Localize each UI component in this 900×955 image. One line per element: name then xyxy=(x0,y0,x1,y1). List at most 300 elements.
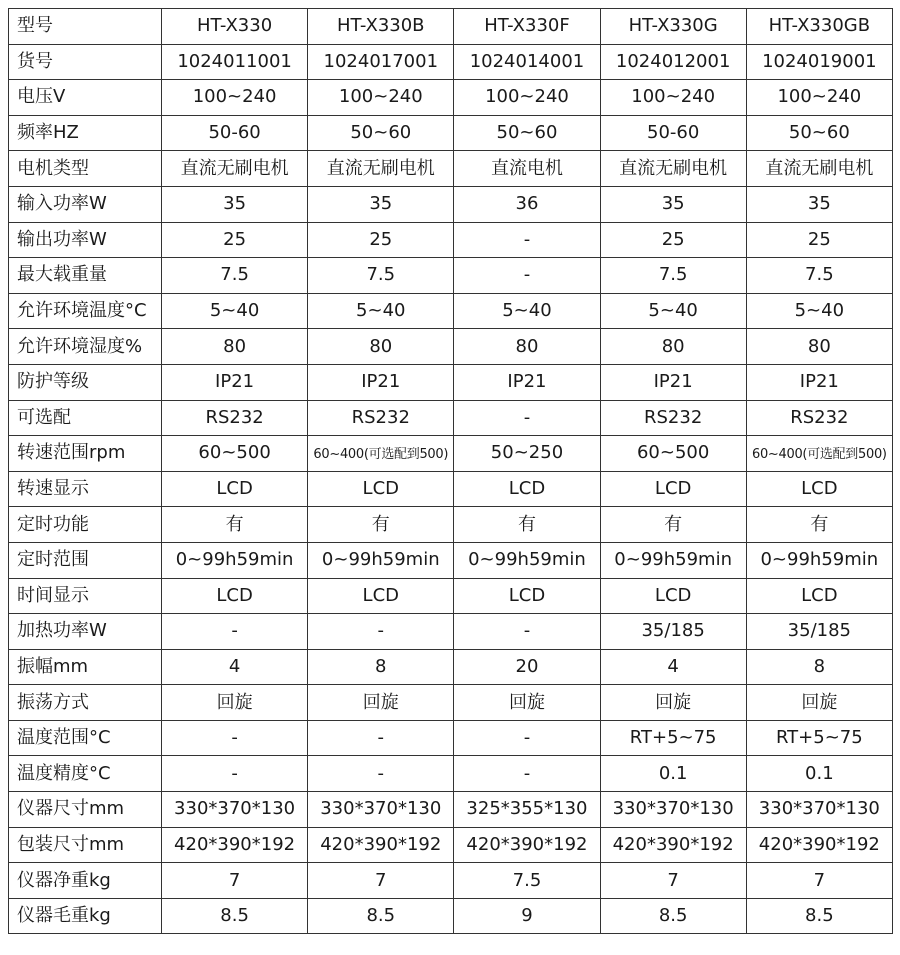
table-cell xyxy=(600,578,746,614)
table-cell xyxy=(308,329,454,365)
table-cell xyxy=(162,151,308,187)
row-label: 定时功能 xyxy=(9,507,162,543)
table-cell xyxy=(746,827,892,863)
cell-value: 35 xyxy=(661,193,685,215)
table-cell xyxy=(746,400,892,436)
table-cell xyxy=(162,186,308,222)
row-label: 时间显示 xyxy=(9,578,162,614)
spec-table-body xyxy=(9,9,893,934)
table-cell xyxy=(454,400,600,436)
table-cell xyxy=(162,436,308,472)
table-cell xyxy=(162,44,308,80)
cell-value: 7 xyxy=(375,869,387,891)
cell-value: 420*390*192 xyxy=(174,833,296,855)
table-cell xyxy=(308,364,454,400)
table-cell xyxy=(600,436,746,472)
cell-value: 420*390*192 xyxy=(758,833,880,855)
cell-value: 1024019001 xyxy=(762,50,877,72)
cell-value: RS232 xyxy=(351,406,410,428)
cell-value: 100~240 xyxy=(777,86,862,108)
table-cell xyxy=(162,578,308,614)
table-cell xyxy=(454,364,600,400)
cell-value: 0~99h59min xyxy=(175,549,294,571)
table-cell xyxy=(454,898,600,934)
cell-value: IP21 xyxy=(507,371,547,393)
table-cell xyxy=(600,792,746,828)
cell-value: 420*390*192 xyxy=(612,833,734,855)
table-cell xyxy=(746,792,892,828)
table-cell xyxy=(746,863,892,899)
table-cell xyxy=(454,293,600,329)
row-label: 防护等级 xyxy=(9,364,162,400)
row-label: 转速范围rpm xyxy=(9,436,162,472)
table-row xyxy=(9,258,893,294)
table-row xyxy=(9,9,893,45)
table-row xyxy=(9,293,893,329)
table-row xyxy=(9,614,893,650)
cell-value: 50~250 xyxy=(490,442,564,464)
table-row xyxy=(9,80,893,116)
table-row xyxy=(9,827,893,863)
table-cell xyxy=(308,44,454,80)
row-label: 允许环境温度°C xyxy=(9,293,162,329)
table-cell xyxy=(308,400,454,436)
table-cell xyxy=(308,507,454,543)
cell-value: - xyxy=(231,727,238,749)
row-label: 可选配 xyxy=(9,400,162,436)
table-cell xyxy=(600,542,746,578)
cell-value: 8 xyxy=(375,655,387,677)
table-cell xyxy=(308,578,454,614)
table-cell xyxy=(746,542,892,578)
cell-value: 50-60 xyxy=(647,122,700,144)
cell-value: 7.5 xyxy=(658,264,688,286)
table-cell xyxy=(600,827,746,863)
table-cell xyxy=(746,578,892,614)
cell-value: 35 xyxy=(369,193,393,215)
cell-value: RS232 xyxy=(644,406,703,428)
cell-value: LCD xyxy=(801,478,838,500)
cell-value: 0~99h59min xyxy=(614,549,732,571)
row-label: 型号 xyxy=(9,9,162,45)
cell-value: 1024012001 xyxy=(615,50,731,72)
cell-value: 25 xyxy=(369,228,393,250)
cell-value: 直流无刷电机 xyxy=(326,157,435,179)
table-cell xyxy=(308,756,454,792)
table-cell xyxy=(600,80,746,116)
cell-value: 50~60 xyxy=(496,122,558,144)
table-cell xyxy=(746,44,892,80)
cell-value: 7 xyxy=(667,869,679,891)
table-cell xyxy=(162,471,308,507)
table-cell xyxy=(454,649,600,685)
table-row xyxy=(9,792,893,828)
cell-value: 80 xyxy=(515,335,539,357)
cell-value: IP21 xyxy=(361,371,401,393)
cell-value: 5~40 xyxy=(648,300,698,322)
table-cell xyxy=(308,151,454,187)
cell-value: 330*370*130 xyxy=(174,798,296,820)
table-cell xyxy=(600,293,746,329)
cell-value: - xyxy=(231,620,238,642)
table-cell xyxy=(454,44,600,80)
cell-value: 25 xyxy=(807,228,831,250)
cell-value: 4 xyxy=(667,655,679,677)
cell-value: 5~40 xyxy=(356,300,406,322)
table-cell xyxy=(308,649,454,685)
cell-value: - xyxy=(523,727,531,749)
cell-value: 420*390*192 xyxy=(320,833,442,855)
table-row xyxy=(9,578,893,614)
cell-value: 回旋 xyxy=(508,691,545,713)
row-label: 包装尺寸mm xyxy=(9,827,162,863)
table-cell xyxy=(454,685,600,721)
table-cell xyxy=(308,898,454,934)
row-label: 定时范围 xyxy=(9,542,162,578)
cell-value: HT-X330G xyxy=(628,15,718,37)
cell-value: 60~400(可选配到500) xyxy=(751,447,887,463)
cell-value: 35/185 xyxy=(787,620,851,642)
table-cell xyxy=(162,756,308,792)
cell-value: 25 xyxy=(661,228,685,250)
row-label: 振幅mm xyxy=(9,649,162,685)
cell-value: HT-X330B xyxy=(337,15,425,37)
table-cell xyxy=(454,827,600,863)
table-cell xyxy=(308,258,454,294)
cell-value: 回旋 xyxy=(362,691,399,713)
table-cell xyxy=(600,756,746,792)
cell-value: 36 xyxy=(515,193,539,215)
cell-value: 0~99h59min xyxy=(321,549,440,571)
table-cell xyxy=(308,293,454,329)
table-cell xyxy=(162,115,308,151)
cell-value: 4 xyxy=(228,655,241,677)
cell-value: 5~40 xyxy=(209,300,260,322)
cell-value: LCD xyxy=(654,584,692,606)
table-row xyxy=(9,649,893,685)
table-cell xyxy=(162,222,308,258)
table-row xyxy=(9,898,893,934)
cell-value: 有 xyxy=(517,513,536,535)
cell-value: 有 xyxy=(810,513,829,535)
cell-value: 80 xyxy=(807,335,831,357)
cell-value: 35/185 xyxy=(641,620,705,642)
table-cell xyxy=(454,542,600,578)
table-row xyxy=(9,685,893,721)
table-cell xyxy=(162,80,308,116)
cell-value: 80 xyxy=(223,335,247,357)
table-row xyxy=(9,400,893,436)
cell-value: - xyxy=(523,620,531,642)
row-label: 输入功率W xyxy=(9,186,162,222)
cell-value: 325*355*130 xyxy=(466,798,588,820)
table-cell xyxy=(454,151,600,187)
table-cell xyxy=(454,471,600,507)
cell-value: - xyxy=(523,264,531,286)
table-cell xyxy=(162,614,308,650)
table-cell xyxy=(454,507,600,543)
table-cell xyxy=(308,471,454,507)
cell-value: 7.5 xyxy=(366,264,396,286)
table-cell xyxy=(308,685,454,721)
table-cell xyxy=(746,115,892,151)
table-row xyxy=(9,720,893,756)
cell-value: 直流无刷电机 xyxy=(765,157,874,179)
cell-value: 330*370*130 xyxy=(320,798,442,820)
row-label: 转速显示 xyxy=(9,471,162,507)
cell-value: 50~60 xyxy=(788,122,850,144)
cell-value: LCD xyxy=(362,584,400,606)
table-cell xyxy=(162,364,308,400)
cell-value: 5~40 xyxy=(794,300,845,322)
cell-value: 回旋 xyxy=(801,691,838,713)
cell-value: 80 xyxy=(661,335,685,357)
cell-value: 有 xyxy=(225,513,244,535)
cell-value: - xyxy=(523,762,531,784)
cell-value: 有 xyxy=(664,513,683,535)
table-row xyxy=(9,222,893,258)
row-label: 振荡方式 xyxy=(9,685,162,721)
table-cell xyxy=(600,258,746,294)
cell-value: 7.5 xyxy=(220,264,249,286)
cell-value: 330*370*130 xyxy=(758,798,880,820)
row-label: 温度范围°C xyxy=(9,720,162,756)
table-cell xyxy=(454,258,600,294)
cell-value: LCD xyxy=(216,478,253,500)
cell-value: LCD xyxy=(801,584,838,606)
cell-value: 7 xyxy=(813,869,826,891)
cell-value: HT-X330GB xyxy=(768,15,871,37)
table-cell xyxy=(746,649,892,685)
table-cell xyxy=(454,436,600,472)
cell-value: 回旋 xyxy=(655,691,692,713)
cell-value: 50~60 xyxy=(350,122,412,144)
row-label: 最大载重量 xyxy=(9,258,162,294)
cell-value: 20 xyxy=(515,655,539,677)
cell-value: 1024014001 xyxy=(469,50,585,72)
table-cell xyxy=(162,329,308,365)
row-label: 允许环境湿度% xyxy=(9,329,162,365)
table-cell xyxy=(600,863,746,899)
table-cell xyxy=(454,329,600,365)
cell-value: 8.5 xyxy=(220,905,249,927)
row-label: 仪器尺寸mm xyxy=(9,792,162,828)
table-cell xyxy=(454,720,600,756)
table-cell xyxy=(308,542,454,578)
cell-value: RT+5~75 xyxy=(775,727,863,749)
cell-value: - xyxy=(523,406,531,428)
table-cell xyxy=(600,44,746,80)
cell-value: 420*390*192 xyxy=(466,833,588,855)
table-cell xyxy=(454,614,600,650)
table-row xyxy=(9,329,893,365)
table-cell xyxy=(746,685,892,721)
cell-value: LCD xyxy=(508,584,546,606)
table-cell xyxy=(162,685,308,721)
table-cell xyxy=(162,898,308,934)
table-cell xyxy=(600,115,746,151)
table-cell xyxy=(600,471,746,507)
cell-value: 100~240 xyxy=(192,86,277,108)
row-label: 温度精度°C xyxy=(9,756,162,792)
table-row xyxy=(9,151,893,187)
table-cell xyxy=(746,80,892,116)
table-cell xyxy=(308,720,454,756)
table-cell xyxy=(308,863,454,899)
cell-value: - xyxy=(377,620,385,642)
table-cell xyxy=(746,471,892,507)
cell-value: 0~99h59min xyxy=(468,549,586,571)
table-cell xyxy=(308,792,454,828)
cell-value: - xyxy=(377,727,385,749)
table-cell xyxy=(600,614,746,650)
cell-value: HT-X330F xyxy=(484,15,570,37)
table-cell xyxy=(746,507,892,543)
table-cell xyxy=(746,756,892,792)
cell-value: LCD xyxy=(362,478,400,500)
table-row xyxy=(9,115,893,151)
table-cell xyxy=(308,115,454,151)
cell-value: 100~240 xyxy=(338,86,423,108)
table-cell xyxy=(308,614,454,650)
table-row xyxy=(9,186,893,222)
table-row xyxy=(9,542,893,578)
table-cell xyxy=(600,685,746,721)
cell-value: 7.5 xyxy=(512,869,542,891)
cell-value: 1024011001 xyxy=(177,50,292,72)
table-cell xyxy=(600,329,746,365)
row-label: 电机类型 xyxy=(9,151,162,187)
cell-value: RS232 xyxy=(205,406,264,428)
cell-value: 8 xyxy=(813,655,826,677)
table-row xyxy=(9,436,893,472)
table-row xyxy=(9,471,893,507)
cell-value: 0.1 xyxy=(658,762,688,784)
cell-value: 直流电机 xyxy=(490,157,563,179)
cell-value: 60~500 xyxy=(636,442,710,464)
table-cell xyxy=(162,400,308,436)
table-cell xyxy=(162,9,308,45)
table-cell xyxy=(454,186,600,222)
table-cell xyxy=(162,827,308,863)
cell-value: IP21 xyxy=(799,371,839,393)
row-label: 频率HZ xyxy=(9,115,162,151)
table-cell xyxy=(600,364,746,400)
table-cell xyxy=(162,258,308,294)
cell-value: RS232 xyxy=(790,406,849,428)
row-label: 货号 xyxy=(9,44,162,80)
cell-value: 25 xyxy=(223,228,247,250)
cell-value: 8.5 xyxy=(658,905,688,927)
table-cell xyxy=(746,186,892,222)
row-label: 仪器净重kg xyxy=(9,863,162,899)
table-cell xyxy=(454,756,600,792)
table-cell xyxy=(746,258,892,294)
cell-value: 回旋 xyxy=(216,691,253,713)
cell-value: 直流无刷电机 xyxy=(180,157,289,179)
table-cell xyxy=(162,507,308,543)
table-cell xyxy=(308,80,454,116)
row-label: 加热功率W xyxy=(9,614,162,650)
cell-value: LCD xyxy=(654,478,692,500)
table-cell xyxy=(746,9,892,45)
table-cell xyxy=(600,151,746,187)
table-cell xyxy=(600,507,746,543)
table-cell xyxy=(454,9,600,45)
table-cell xyxy=(746,151,892,187)
cell-value: 1024017001 xyxy=(323,50,439,72)
table-cell xyxy=(162,542,308,578)
table-cell xyxy=(746,293,892,329)
row-label: 仪器毛重kg xyxy=(9,898,162,934)
table-cell xyxy=(308,222,454,258)
table-cell xyxy=(600,898,746,934)
table-cell xyxy=(162,293,308,329)
row-label: 电压V xyxy=(9,80,162,116)
cell-value: RT+5~75 xyxy=(629,727,717,749)
table-cell xyxy=(746,364,892,400)
cell-value: IP21 xyxy=(653,371,693,393)
table-cell xyxy=(308,827,454,863)
table-cell xyxy=(454,222,600,258)
table-cell xyxy=(454,115,600,151)
cell-value: 100~240 xyxy=(485,86,569,108)
table-row xyxy=(9,364,893,400)
table-cell xyxy=(454,863,600,899)
cell-value: 35 xyxy=(223,193,247,215)
table-cell xyxy=(162,792,308,828)
cell-value: 8.5 xyxy=(366,905,396,927)
table-cell xyxy=(454,578,600,614)
cell-value: 7 xyxy=(228,869,241,891)
cell-value: 7.5 xyxy=(805,264,834,286)
table-cell xyxy=(600,222,746,258)
cell-value: 330*370*130 xyxy=(612,798,734,820)
table-cell xyxy=(308,9,454,45)
cell-value: 有 xyxy=(371,513,390,535)
table-cell xyxy=(746,614,892,650)
table-cell xyxy=(746,720,892,756)
table-row xyxy=(9,44,893,80)
cell-value: 80 xyxy=(369,335,393,357)
table-cell xyxy=(162,649,308,685)
spec-table xyxy=(8,8,893,934)
cell-value: 50-60 xyxy=(208,122,261,144)
table-cell xyxy=(162,720,308,756)
cell-value: 100~240 xyxy=(631,86,716,108)
cell-value: 35 xyxy=(807,193,831,215)
cell-value: 60~400(可选配到500) xyxy=(313,447,449,463)
cell-value: - xyxy=(231,762,238,784)
cell-value: 0~99h59min xyxy=(760,549,879,571)
cell-value: 8.5 xyxy=(805,905,834,927)
table-row xyxy=(9,507,893,543)
row-label: 输出功率W xyxy=(9,222,162,258)
table-cell xyxy=(454,80,600,116)
table-cell xyxy=(308,186,454,222)
cell-value: LCD xyxy=(508,478,546,500)
cell-value: LCD xyxy=(216,584,253,606)
cell-value: 9 xyxy=(521,905,533,927)
table-row xyxy=(9,756,893,792)
table-cell xyxy=(746,436,892,472)
cell-value: HT-X330 xyxy=(197,15,273,37)
table-cell xyxy=(600,720,746,756)
table-cell xyxy=(600,186,746,222)
table-cell xyxy=(162,863,308,899)
table-cell xyxy=(746,329,892,365)
cell-value: 直流无刷电机 xyxy=(619,157,728,179)
